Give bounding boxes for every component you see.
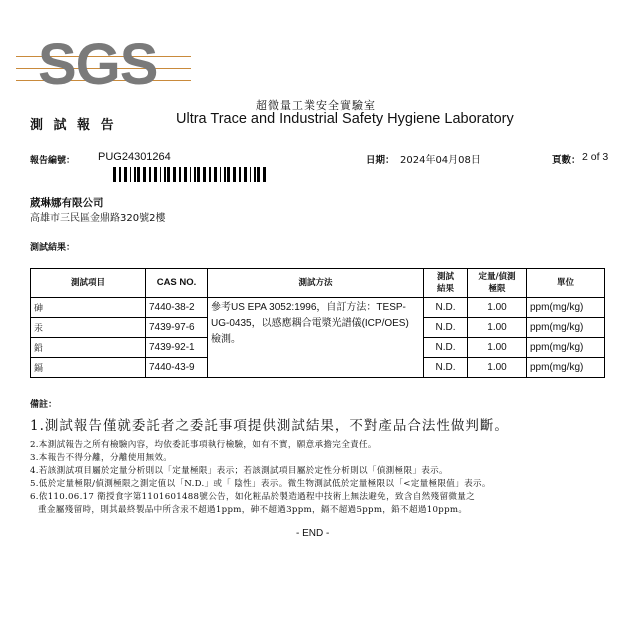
- barcode-bar: [214, 167, 217, 182]
- report-date: 2024年04月08日: [400, 155, 481, 166]
- note-item: 1.測試報告僅就委託者之委託事項提供測試結果，不對產品合法性做判斷。: [30, 418, 509, 434]
- barcode-bar: [263, 167, 266, 182]
- report-number: PUG24301264: [98, 151, 171, 163]
- barcode-bar: [134, 167, 136, 182]
- table-row: [31, 298, 605, 318]
- barcode-bar: [184, 167, 187, 182]
- row-limit: 1.00: [468, 298, 527, 318]
- header-limit-line1: 定量/偵測: [478, 272, 516, 282]
- barcode-bar: [250, 167, 251, 182]
- note-item: 4.若該測試項目屬於定量分析則以「定量極限」表示；若該測試項目屬於定性分析則以「偵測極限」表示。: [30, 466, 448, 476]
- barcode-bar: [257, 167, 260, 182]
- barcode-bar: [167, 167, 170, 182]
- report-barcode: [113, 167, 267, 182]
- barcode-bar: [194, 167, 196, 182]
- row-limit: 1.00: [468, 338, 527, 358]
- row-limit: 1.00: [468, 358, 527, 378]
- row-result: N.D.: [424, 318, 468, 338]
- barcode-bar: [113, 167, 116, 182]
- notes-heading: 備註：: [30, 400, 58, 410]
- document-type: 測 試 報 告: [30, 118, 117, 133]
- client-address: 高雄市三民區金鼎路320號2樓: [30, 213, 166, 224]
- barcode-bar: [154, 167, 157, 182]
- header-limit: [468, 269, 527, 298]
- row-result: N.D.: [424, 338, 468, 358]
- barcode-bar: [173, 167, 176, 182]
- barcode-bar: [254, 167, 256, 182]
- barcode-bar: [119, 167, 121, 182]
- note-item: 5.低於定量極限/偵測極限之測定值以「N.D.」或「 陰性」表示。微生物測試低於定量極限以「<定量極限值」表示。: [30, 479, 491, 489]
- row-limit: 1.00: [468, 318, 527, 338]
- lab-name-chinese: 超微量工業安全實驗室: [256, 99, 376, 112]
- row-cas-no: 7440-43-9: [146, 358, 208, 378]
- header-result-line1: 測試: [436, 272, 454, 282]
- barcode-bar: [197, 167, 200, 182]
- page-label: 頁數：: [552, 155, 581, 166]
- barcode-bar: [179, 167, 181, 182]
- header-cas-no: CAS NO.: [146, 269, 208, 298]
- results-table: [30, 268, 605, 378]
- row-test-item: 汞: [31, 318, 146, 338]
- row-cas-no: 7440-38-2: [146, 298, 208, 318]
- row-cas-no: 7439-97-6: [146, 318, 208, 338]
- row-unit: ppm(mg/kg): [527, 358, 605, 378]
- logo-text: SGS: [38, 32, 158, 97]
- barcode-bar: [130, 167, 131, 182]
- header-limit-line2: 極限: [488, 284, 506, 294]
- header-unit: 單位: [527, 269, 605, 298]
- barcode-bar: [190, 167, 191, 182]
- report-number-label: 報告編號：: [30, 156, 76, 166]
- client-name: 葳琳娜有限公司: [30, 197, 104, 209]
- row-result: N.D.: [424, 298, 468, 318]
- row-test-item: 砷: [31, 298, 146, 318]
- barcode-bar: [160, 167, 161, 182]
- table-header-row: [31, 269, 605, 298]
- barcode-bar: [244, 167, 247, 182]
- header-test-method: 測試方法: [208, 269, 424, 298]
- note-item: 6.依110.06.17 衛授食字第1101601488號公告，如化粧品於製造過程中技術上無法避免，致含自然殘留微量之: [30, 492, 476, 502]
- header-result-line2: 結果: [436, 284, 454, 294]
- row-cas-no: 7439-92-1: [146, 338, 208, 358]
- page-number: 2 of 3: [582, 151, 609, 163]
- row-unit: ppm(mg/kg): [527, 338, 605, 358]
- note-item: 2.本測試報告之所有檢驗內容，均依委託事項執行檢驗，如有不實，願意承擔完全責任。: [30, 440, 377, 450]
- barcode-bar: [233, 167, 236, 182]
- barcode-bar: [220, 167, 221, 182]
- barcode-bar: [149, 167, 151, 182]
- barcode-bar: [227, 167, 230, 182]
- barcode-bar: [143, 167, 146, 182]
- row-unit: ppm(mg/kg): [527, 318, 605, 338]
- row-unit: ppm(mg/kg): [527, 298, 605, 318]
- sgs-logo: [38, 32, 158, 98]
- barcode-bar: [239, 167, 241, 182]
- barcode-bar: [164, 167, 166, 182]
- barcode-bar: [224, 167, 226, 182]
- header-result: [424, 269, 468, 298]
- barcode-bar: [137, 167, 140, 182]
- barcode-bar: [203, 167, 206, 182]
- barcode-bar: [209, 167, 211, 182]
- date-label: 日期：: [366, 155, 395, 166]
- results-label: 測試結果：: [30, 243, 76, 253]
- lab-name-english: Ultra Trace and Industrial Safety Hygiene Laboratory: [176, 111, 514, 127]
- test-method-cell: 參考US EPA 3052:1996，自訂方法：TESP-UG-0435，以感應耦合電漿光譜儀(ICP/OES) 檢測。: [208, 298, 424, 378]
- header-test-item: 測試項目: [31, 269, 146, 298]
- note-item: 重金屬殘留時，則其最終製品中所含汞不超過1ppm，砷不超過3ppm，鎘不超過5ppm，鉛不超過10ppm。: [38, 505, 468, 515]
- row-test-item: 鉛: [31, 338, 146, 358]
- end-marker: - END -: [296, 528, 330, 539]
- row-result: N.D.: [424, 358, 468, 378]
- row-test-item: 鎘: [31, 358, 146, 378]
- note-item: 3.本報告不得分離，分離使用無效。: [30, 453, 173, 463]
- barcode-bar: [124, 167, 127, 182]
- notes-section: [30, 397, 620, 517]
